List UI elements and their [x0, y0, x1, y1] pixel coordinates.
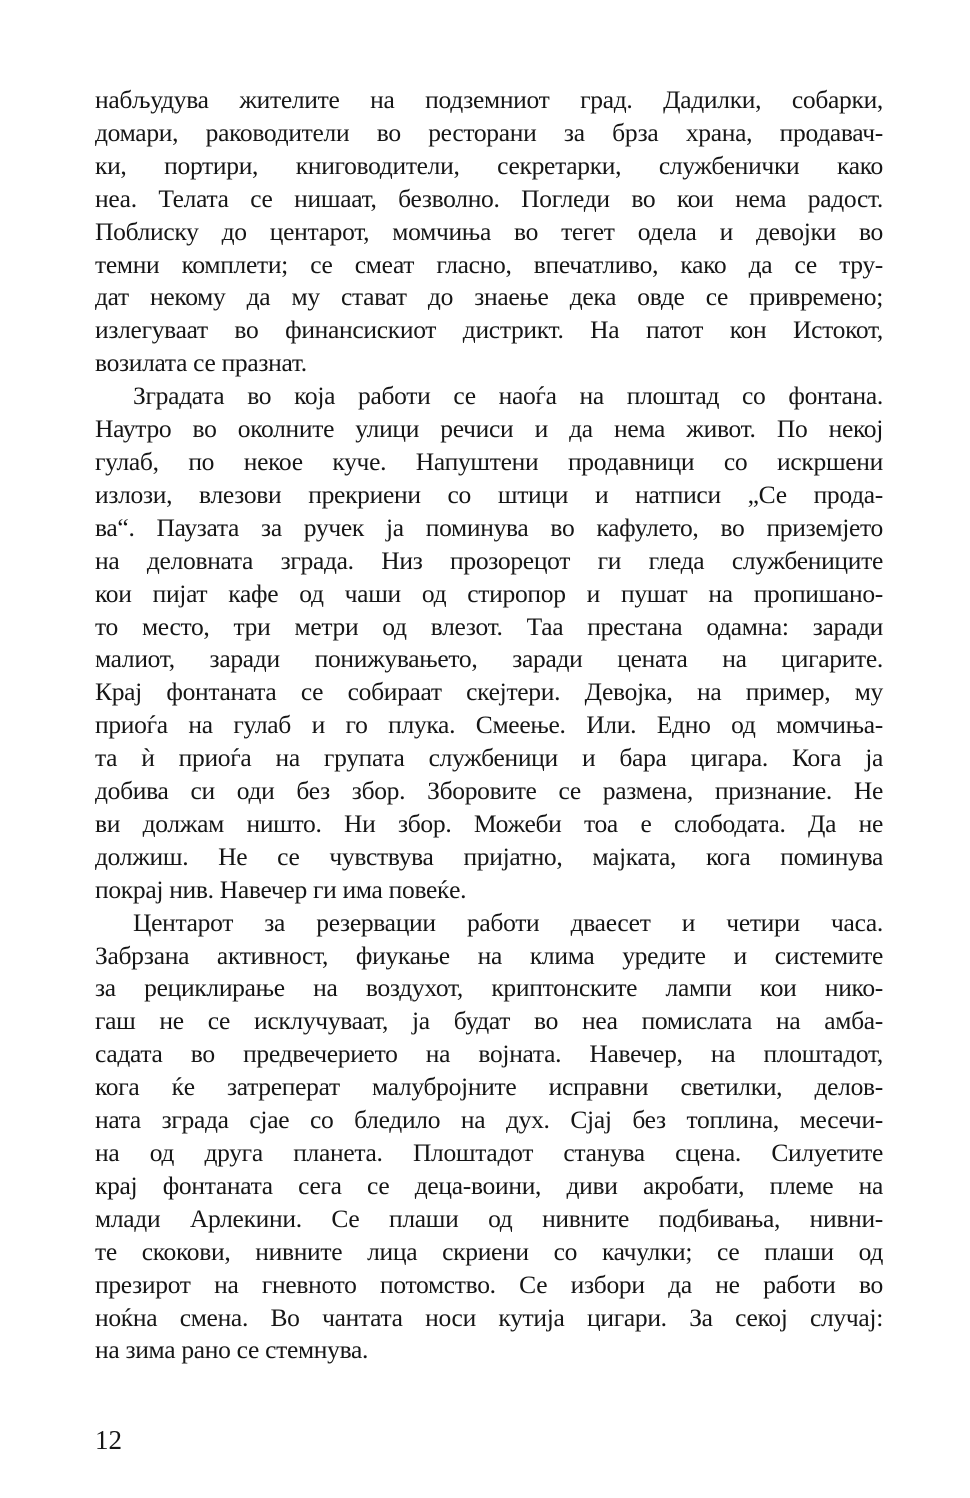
text-line: ноќна смена. Во чантата носи кутија цигари. За секој случај:	[95, 1302, 883, 1332]
text-line: Забрзана активност, фиукање на клима уредите и системите	[95, 940, 883, 970]
text-line: кои пијат кафе од чаши од стиропор и пушат на пропишано-	[95, 578, 883, 608]
text-line: за рециклирање на воздухот, криптонските лампи кои нико-	[95, 973, 883, 1003]
text-line: гаш не се исклучуваат, ја будат во неа помислата на амба-	[95, 1006, 883, 1036]
text-line: та ѝ приоѓа на групата службеници и бара цигара. Кога ја	[95, 743, 883, 773]
text-line: ва“. Паузата за ручек ја поминува во кафулето, во приземјето	[95, 512, 883, 542]
text-line: малиот, заради понижувањето, заради цената на цигарите.	[95, 644, 883, 674]
text-line: добива си оди без збор. Зборовите се размена, признание. Не	[95, 776, 883, 806]
text-line: Наутро во околните улици речиси и да нема живот. По некој	[95, 414, 883, 444]
text-line: домари, раководители во ресторани за брза храна, продавач-	[95, 117, 883, 147]
page-number: 12	[95, 1425, 122, 1455]
body-text	[95, 84, 883, 1367]
text-line: Поблиску до центарот, момчиња во тегет одела и девојки во	[95, 216, 883, 246]
text-line: млади Арлекини. Се плаши од нивните подбивања, нивни-	[95, 1203, 883, 1233]
text-line: садата во предвечерието на војната. Навечер, на плоштадот,	[95, 1039, 883, 1069]
text-line: излегуваат во финансискиот дистрикт. На патот кон Истокот,	[95, 315, 883, 345]
text-line: неа. Телата се нишаат, безволно. Погледи во кои нема радост.	[95, 183, 883, 213]
text-line: на деловната зграда. Низ прозорецот ги гледа службениците	[95, 545, 883, 575]
text-line: то место, три метри од влезот. Таа престана одамна: заради	[95, 611, 883, 641]
text-line: ната зграда сјае со бледило на дух. Сјај без топлина, месечи-	[95, 1105, 883, 1135]
text-line: дат некому да му стават до знаење дека овде се привремено;	[95, 282, 883, 312]
text-line: крај фонтаната сега се деца-воини, диви акробати, племе на	[95, 1170, 883, 1200]
text-line: покрај нив. Навечер ги има повеќе.	[95, 874, 467, 904]
text-line: презирот на гневното потомство. Се избори да не работи во	[95, 1269, 883, 1299]
text-line: Центарот за резервации работи дваесет и четири часа.	[133, 907, 883, 937]
text-line: набљудува жителите на подземниот град. Дадилки, собарки,	[95, 85, 883, 114]
text-line: темни комплети; се смеат гласно, впечатливо, како да се тру-	[95, 249, 883, 279]
text-line: ки, портири, книговодители, секретарки, службенички како	[95, 150, 883, 180]
text-line: ви должам ништо. Ни збор. Можеби тоа е слободата. Да не	[95, 808, 883, 838]
text-line: излози, влезови прекриени со штици и натписи „Се прода-	[95, 479, 883, 509]
text-line: гулаб, по некое куче. Напуштени продавници со искршени	[95, 446, 883, 476]
text-line: те скокови, нивните лица скриени со качулки; се плаши од	[95, 1236, 883, 1266]
text-line: на зима рано се стемнува.	[95, 1335, 369, 1365]
text-line: приоѓа на гулаб и го плука. Смеење. Или. Едно од момчиња-	[95, 710, 883, 740]
text-line: должиш. Не се чувствува пријатно, мајката, кога поминува	[95, 841, 883, 871]
text-line: кога ќе затреперат малубројните исправни светилки, делов-	[95, 1072, 883, 1102]
text-line: Зградата во која работи се наоѓа на плоштад со фонтана.	[133, 381, 883, 411]
text-line: на од друга планета. Плоштадот станува сцена. Силуетите	[95, 1138, 883, 1167]
text-line: возилата се празнат.	[95, 348, 307, 378]
text-line: Крај фонтаната се собираат скејтери. Девојка, на пример, му	[95, 677, 883, 707]
